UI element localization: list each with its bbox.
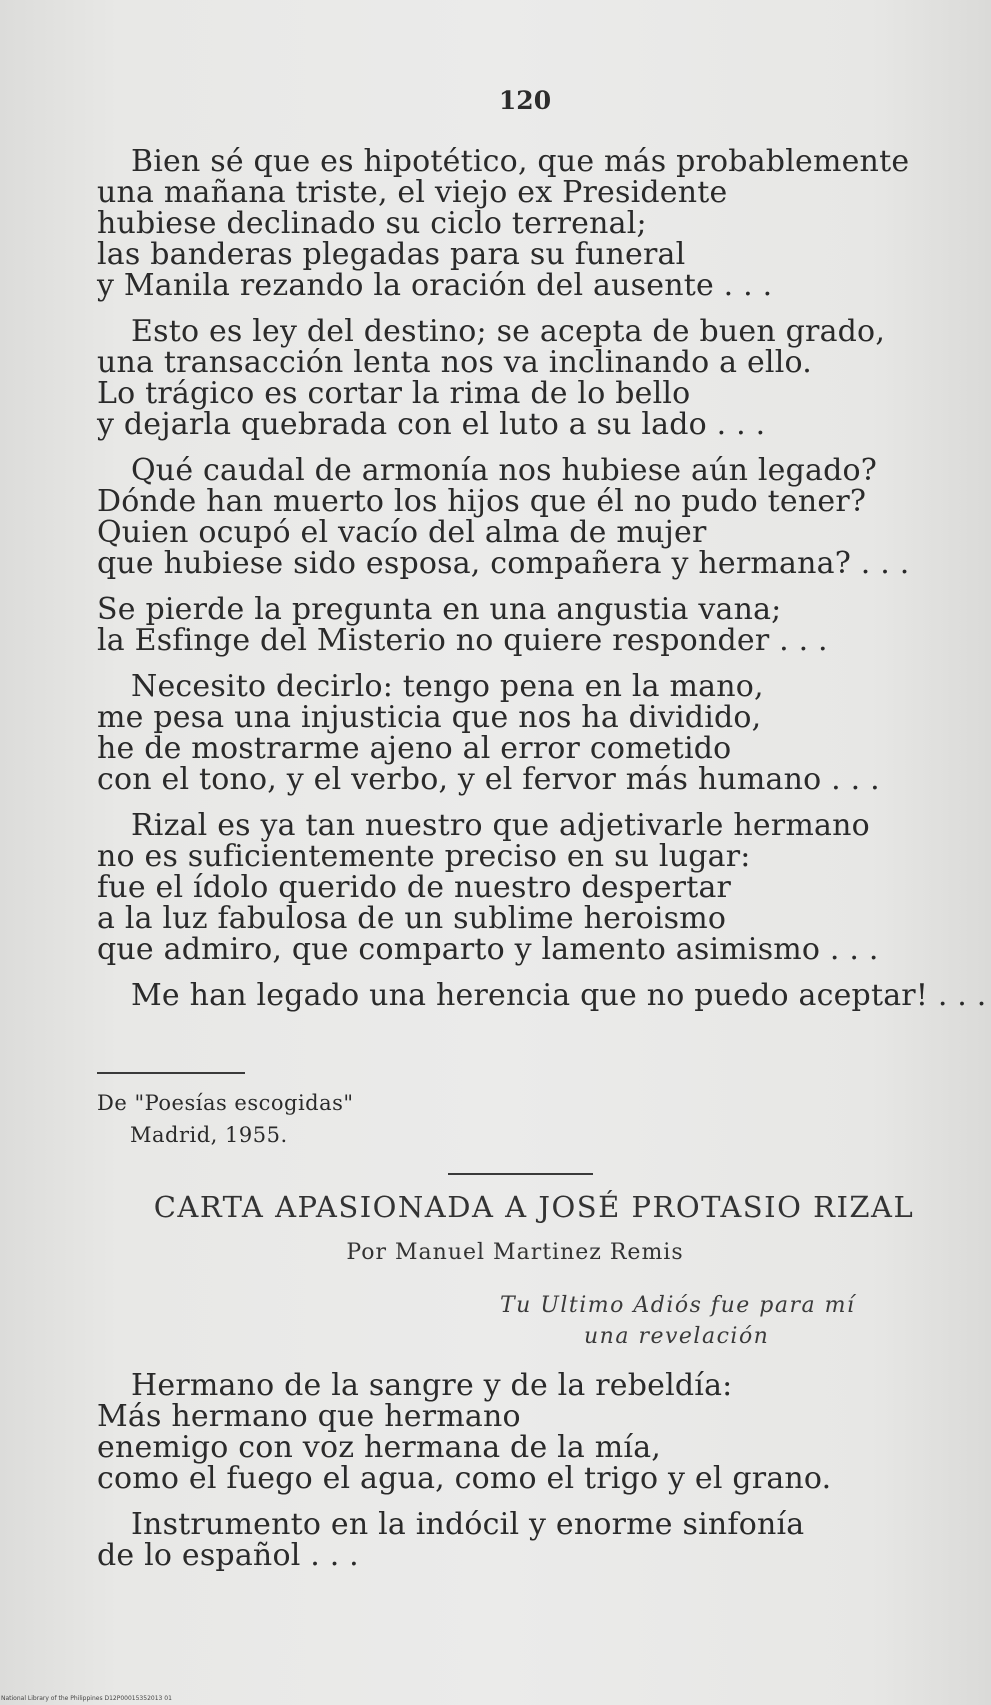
- stanza: [97, 978, 987, 1013]
- source-place-year: Madrid, 1955.: [130, 1123, 288, 1147]
- stanza: [97, 810, 967, 965]
- stanza: [97, 316, 967, 440]
- poem-line: Rizal es ya tan nuestro que adjetivarle hermano: [131, 808, 870, 843]
- epigraph: [500, 1290, 940, 1352]
- source-citation: [97, 1087, 354, 1151]
- poem-line: no es suficientemente preciso en su lugar:: [97, 839, 751, 874]
- poem-new: [97, 1370, 967, 1586]
- poem-line: Esto es ley del destino; se acepta de buen grado,: [131, 314, 886, 349]
- poem-line: y dejarla quebrada con el luto a su lado . . .: [97, 407, 766, 442]
- poem-line: Se pierde la pregunta en una angustia vana;: [97, 592, 782, 627]
- poem-line: que hubiese sido esposa, compañera y hermana? . . .: [97, 546, 910, 581]
- stanza: [97, 671, 967, 795]
- poem-line: la Esfinge del Misterio no quiere responder . . .: [97, 623, 828, 658]
- poem-line: Necesito decirlo: tengo pena en la mano,: [131, 669, 764, 704]
- poem-line: Bien sé que es hipotético, que más probablemente: [131, 144, 910, 179]
- poem-line: las banderas plegadas para su funeral: [97, 237, 686, 272]
- stanza: [97, 146, 967, 301]
- poem-line: que admiro, que comparto y lamento asimismo . . .: [97, 932, 879, 967]
- poem-line: a la luz fabulosa de un sublime heroismo: [97, 901, 727, 936]
- poem-line: fue el ídolo querido de nuestro despertar: [97, 870, 732, 905]
- page-number: 120: [498, 86, 552, 115]
- poem-line: me pesa una injusticia que nos ha dividido,: [97, 700, 762, 735]
- stanza: [97, 1370, 967, 1494]
- poem-line: Dónde han muerto los hijos que él no pudo tener?: [97, 484, 867, 519]
- poem-line: de lo español . . .: [97, 1538, 359, 1573]
- poem-line: Instrumento en la indócil y enorme sinfonía: [131, 1507, 805, 1542]
- scan-footer: National Library of the Philippines D12P00015352013 01: [1, 1695, 172, 1702]
- poem-line: una mañana triste, el viejo ex Presidente: [97, 175, 728, 210]
- poem-line: Lo trágico es cortar la rima de lo bello: [97, 376, 691, 411]
- poem-line: enemigo con voz hermana de la mía,: [97, 1430, 662, 1465]
- poem-line: Quien ocupó el vacío del alma de mujer: [97, 515, 707, 550]
- stanza: [97, 455, 967, 579]
- poem-line: Me han legado una herencia que no puedo aceptar! . . .: [131, 978, 987, 1013]
- source-divider: [97, 1072, 245, 1074]
- poem-title: CARTA APASIONADA A JOSÉ PROTASIO RIZAL: [153, 1190, 915, 1224]
- poem-line: una transacción lenta nos va inclinando a ello.: [97, 345, 812, 380]
- poem-line: y Manila rezando la oración del ausente . . .: [97, 268, 773, 303]
- epigraph-line: una revelación: [584, 1324, 770, 1349]
- poem-author: Por Manuel Martinez Remis: [346, 1240, 684, 1265]
- poem-line: Más hermano que hermano: [97, 1399, 521, 1434]
- poem-line: hubiese declinado su ciclo terrenal;: [97, 206, 647, 241]
- stanza: [97, 594, 967, 656]
- stanza: [97, 1509, 967, 1571]
- section-divider: [448, 1173, 593, 1175]
- poem-line: con el tono, y el verbo, y el fervor más humano . . .: [97, 762, 880, 797]
- poem-line: he de mostrarme ajeno al error cometido: [97, 731, 732, 766]
- poem-line: Qué caudal de armonía nos hubiese aún legado?: [131, 453, 878, 488]
- source-book: De "Poesías escogidas": [97, 1091, 354, 1115]
- poem-line: como el fuego el agua, como el trigo y el grano.: [97, 1461, 832, 1496]
- poem-continuation: [97, 144, 987, 1026]
- poem-line: Hermano de la sangre y de la rebeldía:: [131, 1368, 733, 1403]
- epigraph-line: Tu Ultimo Adiós fue para mí: [500, 1293, 856, 1318]
